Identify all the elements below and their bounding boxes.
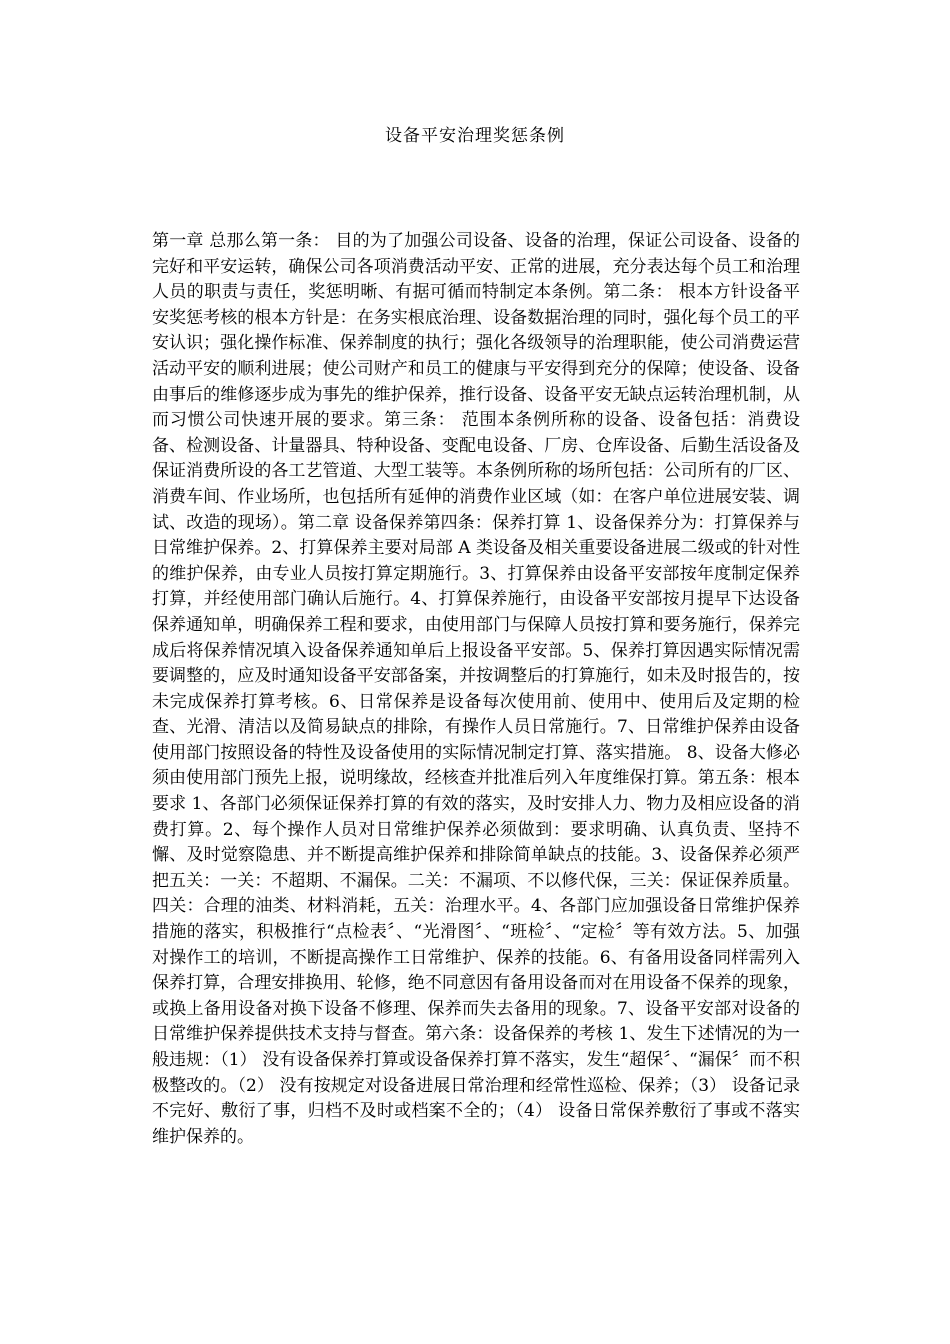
document-body: 第一章 总那么第一条： 目的为了加强公司设备、设备的治理，保证公司设备、设备的完好和平安运转，确保公司各项消费活动平安、正常的进展，充分表达每个员工和治理人员的职责与责任，奖惩明晰、有据可循而特制定本条例。第二条： 根本方针设备平安奖惩考核的根本方针是：在务实根底治理、设备数据治理的同时，强化每个员工的平安认识；强化操作标准、保养制度的执行；强化各级领导的治理职能，使公司消费运营活动平安的顺利进展；使公司财产和员工的健康与平安得到充分的保障；使设备、设备由事后的维修逐步成为事先的维护保养，推行设备、设备平安无缺点运转治理机制，从而习惯公司快速开展的要求。第三条： 范围本条例所称的设备、设备包括：消费设备、检测设备、计量器具、特种设备、变配电设备、厂房、仓库设备、后勤生活设备及保证消费所设的各工艺管道、大型工装等。本条例所称的场所包括：公司所有的厂区、消费车间、作业场所，也包括所有延伸的消费作业区域（如：在客户单位进展安装、调试、改造的现场）。第二章 设备保养第四条：保养打算 1、设备保养分为：打算保养与日常维护保养。2、打算保养主要对局部 A 类设备及相关重要设备进展二级或的针对性的维护保养，由专业人员按打算定期施行。3、打算保养由设备平安部按年度制定保养打算，并经使用部门确认后施行。4、打算保养施行，由设备平安部按月提早下达设备保养通知单，明确保养工程和要求，由使用部门与保障人员按打算和要务施行，保养完成后将保养情况填入设备保养通知单后上报设备平安部。5、保养打算因遇实际情况需要调整的，应及时通知设备平安部备案，并按调整后的打算施行，如未及时报告的，按未完成保养打算考核。6、日常保养是设备每次使用前、使用中、使用后及定期的检查、光滑、清洁以及简易缺点的排除，有操作人员日常施行。7、日常维护保养由设备使用部门按照设备的特性及设备使用的实际情况制定打算、落实措施。 8、设备大修必须由使用部门预先上报，说明缘故，经核查并批准后列入年度维保打算。第五条：根本要求 1、各部门必须保证保养打算的有效的落实，及时安排人力、物力及相应设备的消费打算。2、每个操作人员对日常维护保养必须做到：要求明确、认真负责、坚持不懈、及时觉察隐患、并不断提高维护保养和排除简单缺点的技能。3、设备保养必须严把五关：一关：不超期、不漏保。二关：不漏项、不以修代保，三关：保证保养质量。四关：合理的油类、材料消耗，五关：治理水平。4、各部门应加强设备日常维护保养措施的落实，积极推行“点检表〞、“光滑图〞、“班检〞、“定检〞等有效方法。5、加强对操作工的培训，不断提高操作工日常维护、保养的技能。6、有备用设备同样需列入保养打算，合理安排换用、轮修，绝不同意因有备用设备而对在用设备不保养的现象，或换上备用设备对换下设备不修理、保养而失去备用的现象。7、设备平安部对设备的日常维护保养提供技术支持与督查。第六条：设备保养的考核 1、发生下述情况的为一般违规：（1） 没有设备保养打算或设备保养打算不落实，发生“超保〞、“漏保〞而不积极整改的。（2） 没有按规定对设备进展日常治理和经常性巡检、保养；（3） 设备记录不完好、敷衍了事，归档不及时或档案不全的；（4） 设备日常保养敷衍了事或不落实维护保养的。 (152, 231, 800, 1147)
document-title: 设备平安治理奖惩条例 (385, 126, 565, 146)
